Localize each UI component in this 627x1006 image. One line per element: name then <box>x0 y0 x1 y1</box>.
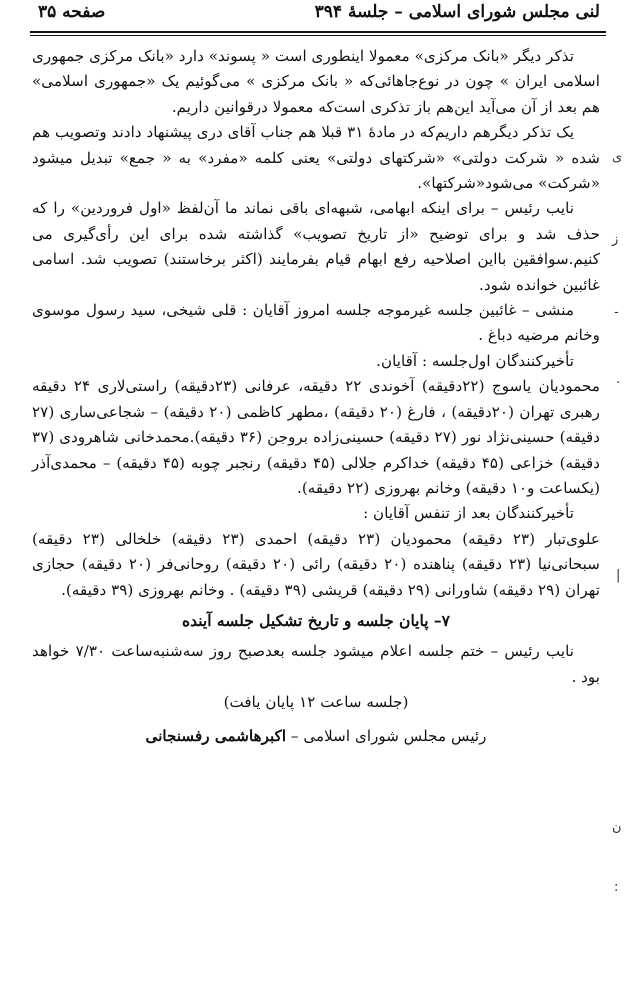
page-header <box>0 0 600 28</box>
margin-mark: ز <box>612 232 619 247</box>
margin-mark: - <box>614 305 619 320</box>
header-rule-thin <box>30 35 606 36</box>
margin-mark: ی <box>612 150 623 165</box>
paragraph-late-heading: تأخیرکنندگان اول‌جلسه : آقایان. <box>376 351 574 370</box>
page-number: صفحه ۳۵ <box>38 2 106 22</box>
signature-role: رئیس مجلس شورای اسلامی – <box>290 726 487 745</box>
margin-mark: | <box>616 568 621 583</box>
paragraph-after-break-list: علوی‌تبار (۲۳ دقیقه) محمودیان (۲۳ دقیقه) احمدی (۲۳ دقیقه) خلخالی (۲۳ دقیقه) سبحانی‌نیا (۲۳ دقیقه) پناهنده (۲۰ دقیقه) رائی (۲۰ دقیقه) روحانی‌فر (۲۰ دقیقه) حجازی تهران (۲۹ دقیقه) شاورانی (۲۹ دقیقه) قریشی (۳۹ دقیقه) . وخانم بهروزی (۳۹ دقیقه). <box>32 529 600 599</box>
paragraph-bank-note: تذکر دیگر «بانک مرکزی» معمولا اینطوری است « پسوند» دارد «بانک مرکزی جمهوری اسلامی ایران » چون در نوع‌جاهائی‌که « بانک مرکزی » می‌گوئیم یک «جمهوری اسلامی» هم بعد از آن می‌آید این‌هم باز تذکری است‌که معمولا درقوانین داریم. <box>32 47 600 116</box>
document-body <box>32 44 600 749</box>
signature <box>32 724 600 749</box>
header-rule-thick <box>30 31 606 33</box>
section-title: ۷– پایان جلسه و تاریخ تشکیل جلسه آینده <box>181 610 450 630</box>
running-title: لنی مجلس شورای اسلامی – جلسهٔ ۳۹۴ <box>314 2 600 22</box>
paragraph-late-list: محمودیان یاسوج (۲۲دقیقه) آخوندی ۲۲ دقیقه، عرفانی (۲۳دقیقه) راستی‌لاری ۲۴ دقیقه رهبری تهران (۲۰دقیقه) ، فارغ (۲۰ دقیقه) ،مطهر کاظمی (۲۰ دقیقه) – شجاعی‌ساری (۲۷ دقیقه) حسینی‌نژاد نور (۲۷ دقیقه) حسینی‌زاده بروجن (۳۶ دقیقه).محمدخانی شاهرودی (۳۷ دقیقه) خزاعی (۴۵ دقیقه) خداکرم جلالی (۴۵ دقیقه) رنجبر چوبه (۴۵ دقیقه) – محمدی‌آذر (یکساعت و۱۰ دقیقه) وخانم بهروزی (۲۲ دقیقه). <box>32 377 600 497</box>
paragraph-closing: نایب رئیس – ختم جلسه اعلام میشود جلسه بعدصبح روز سه‌شنبه‌ساعت ۷/۳۰ خواهد بود . <box>32 642 600 686</box>
paragraph-after-break-heading: تأخیرکنندگان بعد از تنفس آقایان : <box>363 504 574 523</box>
end-note: (جلسه ساعت ۱۲ پایان یافت) <box>223 693 409 712</box>
paragraph-article-note: یک تذکر دیگرهم داریم‌که در مادهٔ ۳۱ قبلا هم جناب آقای دری پیشنهاد دادند وتصویب هم شده « شرکت دولتی» «شرکتهای دولتی» یعنی کلمه «مفرد» به « جمع» تبدیل میشود «شرکت» می‌شود«شرکتها». <box>32 123 600 193</box>
margin-mark: . <box>616 372 621 387</box>
margin-mark: : <box>614 880 619 895</box>
margin-mark: ن <box>612 820 622 835</box>
signature-name: اکبرهاشمی رفسنجانی <box>145 726 287 745</box>
paragraph-absentees: منشی – غائبین جلسه غیرموجه جلسه امروز آقایان : قلی شیخی، سید رسول موسوی وخانم مرضیه دباغ . <box>32 301 600 345</box>
paragraph-vote: نایب رئیس – برای اینکه ابهامی، شبهه‌ای باقی نماند ما آن‌لفظ «اول فروردین» را که حذف شد و برای توضیح «از تاریخ تصویب» گذاشته شده برای این رأی‌گیری می کنیم.سوافقین بااین اصلاحیه رفع ابهام قیام بفرمایند (اکثر برخاستند) تصویب شد. اسامی غائبین خوانده شود. <box>32 199 600 294</box>
